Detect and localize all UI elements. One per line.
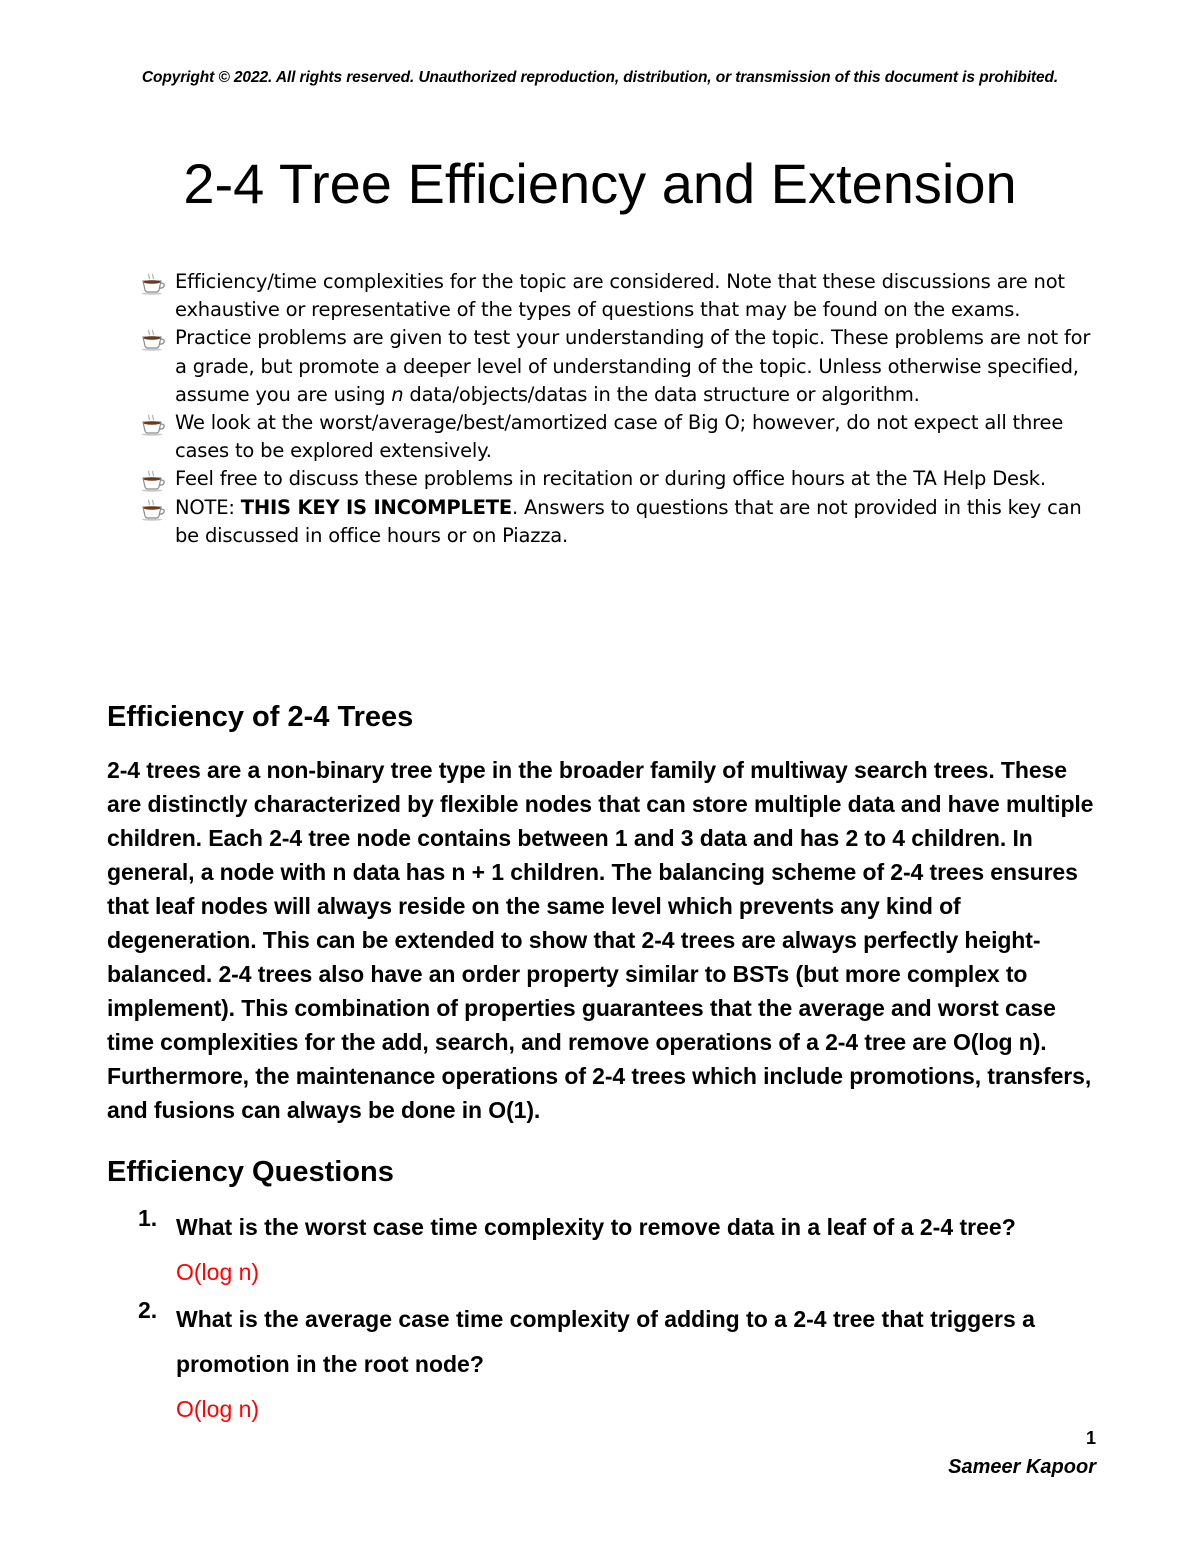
coffee-cup-icon: [140, 470, 166, 492]
page-number: 1: [1085, 1428, 1096, 1448]
question-item: [107, 1205, 1097, 1295]
bullet-item: [130, 268, 1105, 324]
question-number: 2.: [138, 1297, 158, 1323]
bullet-text: Feel free to discuss these problems in recitation or during office hours at the TA Help Desk.: [175, 467, 1046, 491]
question-text: What is the worst case time complexity to remove data in a leaf of a 2-4 tree?: [176, 1214, 1016, 1240]
question-text: What is the average case time complexity of adding to a 2-4 tree that triggers a promotion in the root node?: [176, 1306, 1035, 1377]
bullet-item: [130, 409, 1105, 465]
intro-bullet-list: [130, 268, 1105, 550]
question-item: [107, 1297, 1097, 1432]
page-title: 2-4 Tree Efficiency and Extension: [183, 152, 1017, 215]
coffee-cup-icon: [140, 499, 166, 521]
section-paragraph: 2-4 trees are a non-binary tree type in the broader family of multiway search trees. These are distinctly characterized by flexible nodes that can store multiple data and have multiple children. Each 2-4 tree node contains between 1 and 3 data and has 2 to 4 children. In general, a node with n data has n + 1 children. The balancing scheme of 2-4 trees ensures that leaf nodes will always reside on the same level which prevents any kind of degeneration. This can be extended to show that 2-4 trees are always perfectly height-balanced. 2-4 trees also have an order property similar to BSTs (but more complex to implement). This combination of properties guarantees that the average and worst case time complexities for the add, search, and remove operations of a 2-4 tree are O(log n). Furthermore, the maintenance operations of 2-4 trees which include promotions, transfers, and fusions can always be done in O(1).: [107, 757, 1094, 1123]
bullet-text: We look at the worst/average/best/amortized case of Big O; however, do not expect all three cases to be explored extensively.: [175, 411, 1064, 463]
author-name: Sameer Kapoor: [948, 1456, 1096, 1478]
question-answer: O(log n): [176, 1259, 260, 1285]
bullet-item: [130, 494, 1105, 550]
coffee-cup-icon: [140, 329, 166, 351]
bullet-item: [130, 324, 1105, 409]
coffee-cup-icon: [140, 414, 166, 436]
section-heading-efficiency: Efficiency of 2-4 Trees: [107, 701, 414, 733]
copyright-notice: Copyright © 2022. All rights reserved. Unauthorized reproduction, distribution, or transmission of this document is prohibited.: [141, 69, 1059, 86]
question-answer: O(log n): [176, 1396, 260, 1422]
coffee-cup-icon: [140, 273, 166, 295]
section-heading-questions: Efficiency Questions: [107, 1156, 394, 1188]
question-list: [107, 1205, 1097, 1434]
question-number: 1.: [138, 1205, 158, 1231]
bullet-text: Efficiency/time complexities for the topic are considered. Note that these discussions are not exhaustive or representative of the types of questions that may be found on the exams.: [175, 270, 1065, 322]
bullet-text: Practice problems are given to test your understanding of the topic. These problems are not for a grade, but promote a deeper level of understanding of the topic. Unless otherwise specified, assume you are using n data/objects/datas in the data structure or algorithm.: [175, 326, 1091, 406]
bullet-text: NOTE: THIS KEY IS INCOMPLETE. Answers to questions that are not provided in this key can be discussed in office hours or on Piazza.: [175, 495, 1082, 547]
bullet-item: [130, 465, 1105, 493]
